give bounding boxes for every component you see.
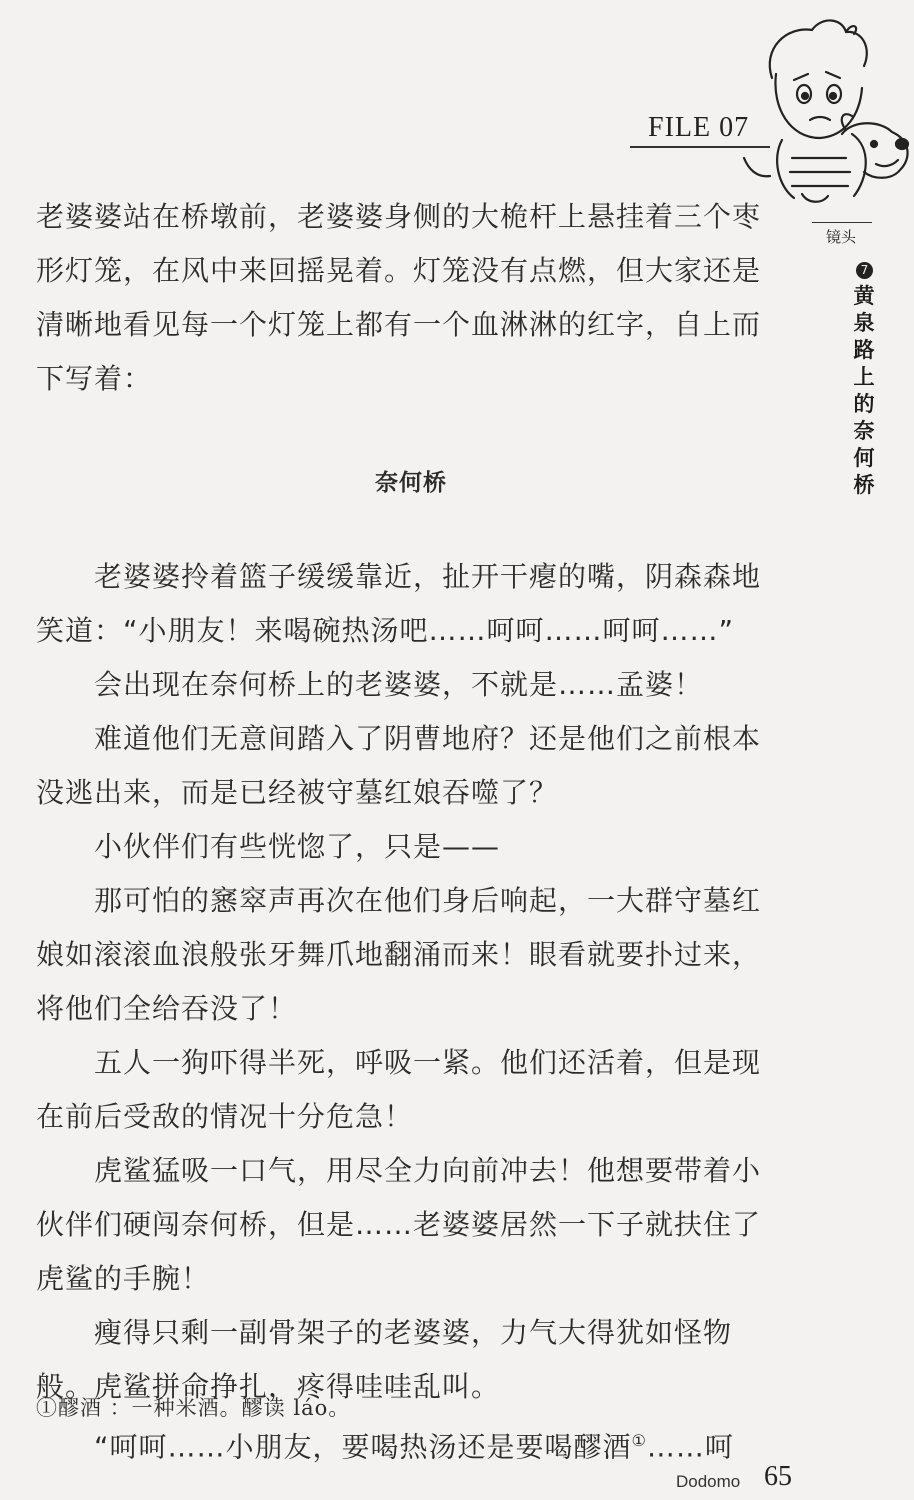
side-rule xyxy=(812,222,872,223)
paragraph: 虎鲨猛吸一口气，用尽全力向前冲去！他想要带着小伙伴们硬闯奈何桥，但是……老婆婆居然一下子就扶住了虎鲨的手腕！ xyxy=(36,1154,762,1295)
lantern-words-heading: 奈何桥 xyxy=(375,470,447,496)
brand-logo: Dodomo xyxy=(676,1472,741,1491)
chapter-title-vertical: 黄泉路上的奈何桥 xyxy=(853,283,875,497)
footnote-marker: ① xyxy=(631,1431,647,1450)
paragraph: 会出现在奈何桥上的老婆婆，不就是……孟婆！ xyxy=(94,668,704,701)
paragraph xyxy=(36,1414,786,1474)
paragraph-text-end: ……呵 xyxy=(646,1430,734,1464)
paragraph: 老婆婆站在桥墩前，老婆婆身侧的大桅杆上悬挂着三个枣形灯笼，在风中来回摇晃着。灯笼没有点燃，但大家还是清晰地看见每一个灯笼上都有一个血淋淋的红字，自上而下写着： xyxy=(36,200,762,395)
boy-and-dog-illustration xyxy=(742,8,914,208)
paragraph: 五人一狗吓得半死，呼吸一紧。他们还活着，但是现在前后受敌的情况十分危急！ xyxy=(36,1046,762,1133)
paragraph-text: “呵呵……小朋友，要喝热汤还是要喝醪酒 xyxy=(94,1430,632,1464)
chapter-number-badge: 7 xyxy=(856,262,873,279)
file-label: FILE 07 xyxy=(648,112,750,143)
paragraph: 小伙伴们有些恍惚了，只是—— xyxy=(94,830,501,863)
paragraph: 难道他们无意间踏入了阴曹地府？还是他们之前根本没逃出来，而是已经被守墓红娘吞噬了？ xyxy=(36,722,762,809)
body-text xyxy=(36,190,786,1474)
paragraph: 那可怕的窸窣声再次在他们身后响起，一大群守墓红娘如滚滚血浪般张牙舞爪地翻涌而来！眼看就要扑过来，将他们全给吞没了！ xyxy=(36,884,762,1025)
footnote: ①醪酒 ：一种米酒。醪读 láo。 xyxy=(36,1396,351,1420)
header-rule xyxy=(630,146,770,148)
paragraph: 瘦得只剩一副骨架子的老婆婆，力气大得犹如怪物般。虎鲨拼命挣扎，疼得哇哇乱叫。 xyxy=(36,1316,733,1403)
paragraph: 老婆婆拎着篮子缓缓靠近，扯开干瘪的嘴，阴森森地笑道：“小朋友！来喝碗热汤吧……呵呵……呵呵……” xyxy=(36,560,762,647)
page-number: 65 xyxy=(764,1461,792,1492)
section-label: 镜头 xyxy=(826,228,857,246)
